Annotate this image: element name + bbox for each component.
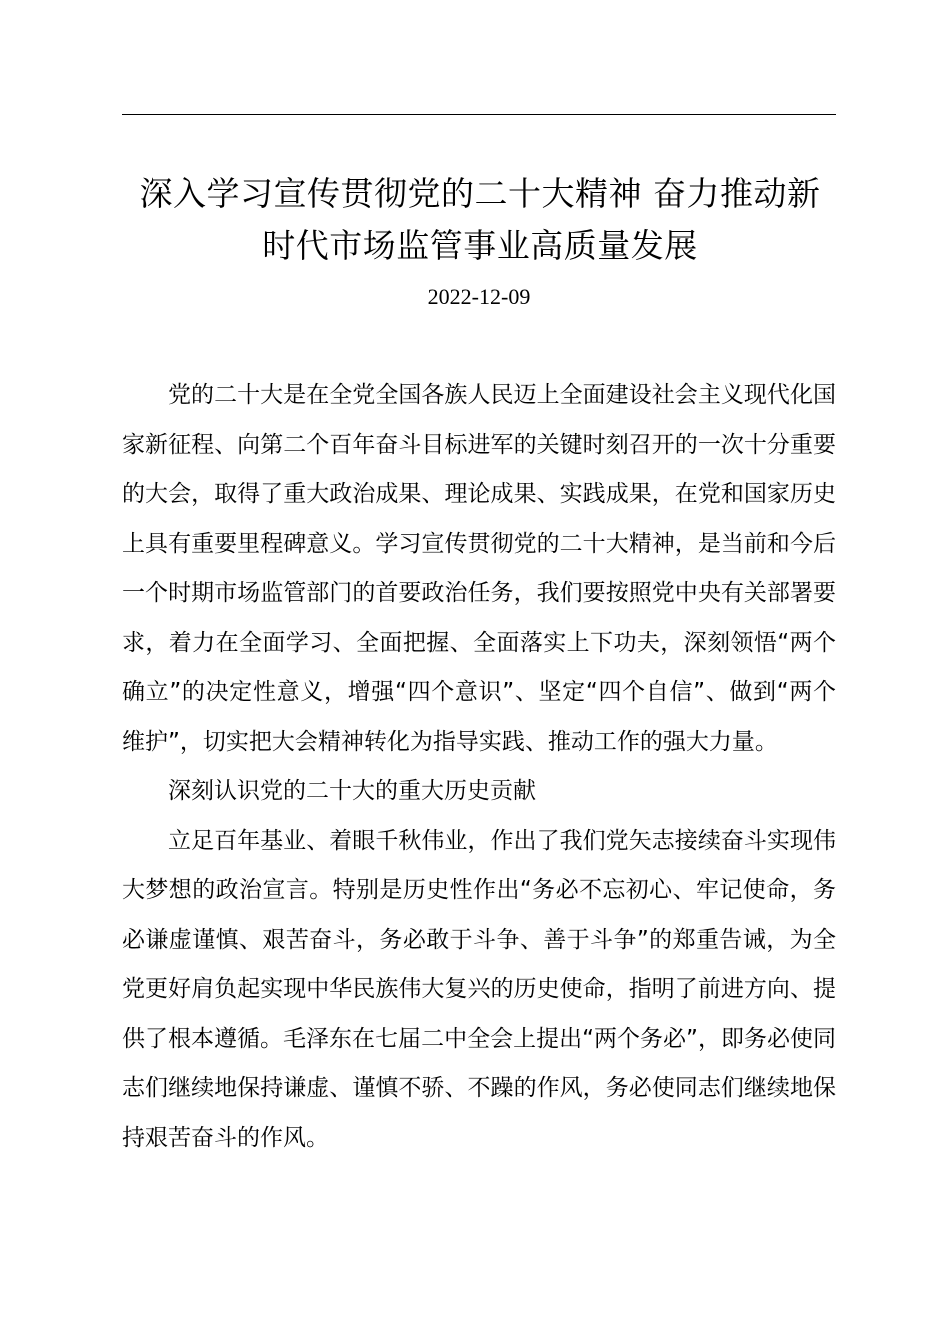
document-title	[110, 168, 850, 272]
section-heading: 深刻认识党的二十大的重大历史贡献	[168, 778, 536, 804]
paragraph-section-1: 立足百年基业、着眼千秋伟业，作出了我们党矢志接续奋斗实现伟大梦想的政治宣言。特别是历史性作出“务必不忘初心、牢记使命，务必谦虚谨慎、艰苦奋斗，务必敢于斗争、善于斗争”的郑重告诫，为全党更好肩负起实现中华民族伟大复兴的历史使命，指明了前进方向、提供了根本遵循。毛泽东在七届二中全会上提出“两个务必”，即务必使同志们继续地保持谦虚、谨慎不骄、不躁的作风，务必使同志们继续地保持艰苦奋斗的作风。	[122, 827, 836, 1151]
publish-date: 2022-12-09	[427, 284, 531, 309]
title-line-1: 深入学习宣传贯彻党的二十大精神 奋力推动新	[139, 174, 821, 213]
title-line-2: 时代市场监管事业高质量发展	[262, 226, 698, 265]
header-divider	[122, 114, 836, 115]
article-body	[122, 371, 836, 1163]
paragraph-intro: 党的二十大是在全党全国各族人民迈上全面建设社会主义现代化国家新征程、向第二个百年奋斗目标进军的关键时刻召开的一次十分重要的大会，取得了重大政治成果、理论成果、实践成果，在党和国家历史上具有重要里程碑意义。学习宣传贯彻党的二十大精神，是当前和今后一个时期市场监管部门的首要政治任务，我们要按照党中央有关部署要求，着力在全面学习、全面把握、全面落实上下功夫，深刻领悟“两个确立”的决定性意义，增强“四个意识”、坚定“四个自信”、做到“两个维护”，切实把大会精神转化为指导实践、推动工作的强大力量。	[122, 382, 836, 755]
